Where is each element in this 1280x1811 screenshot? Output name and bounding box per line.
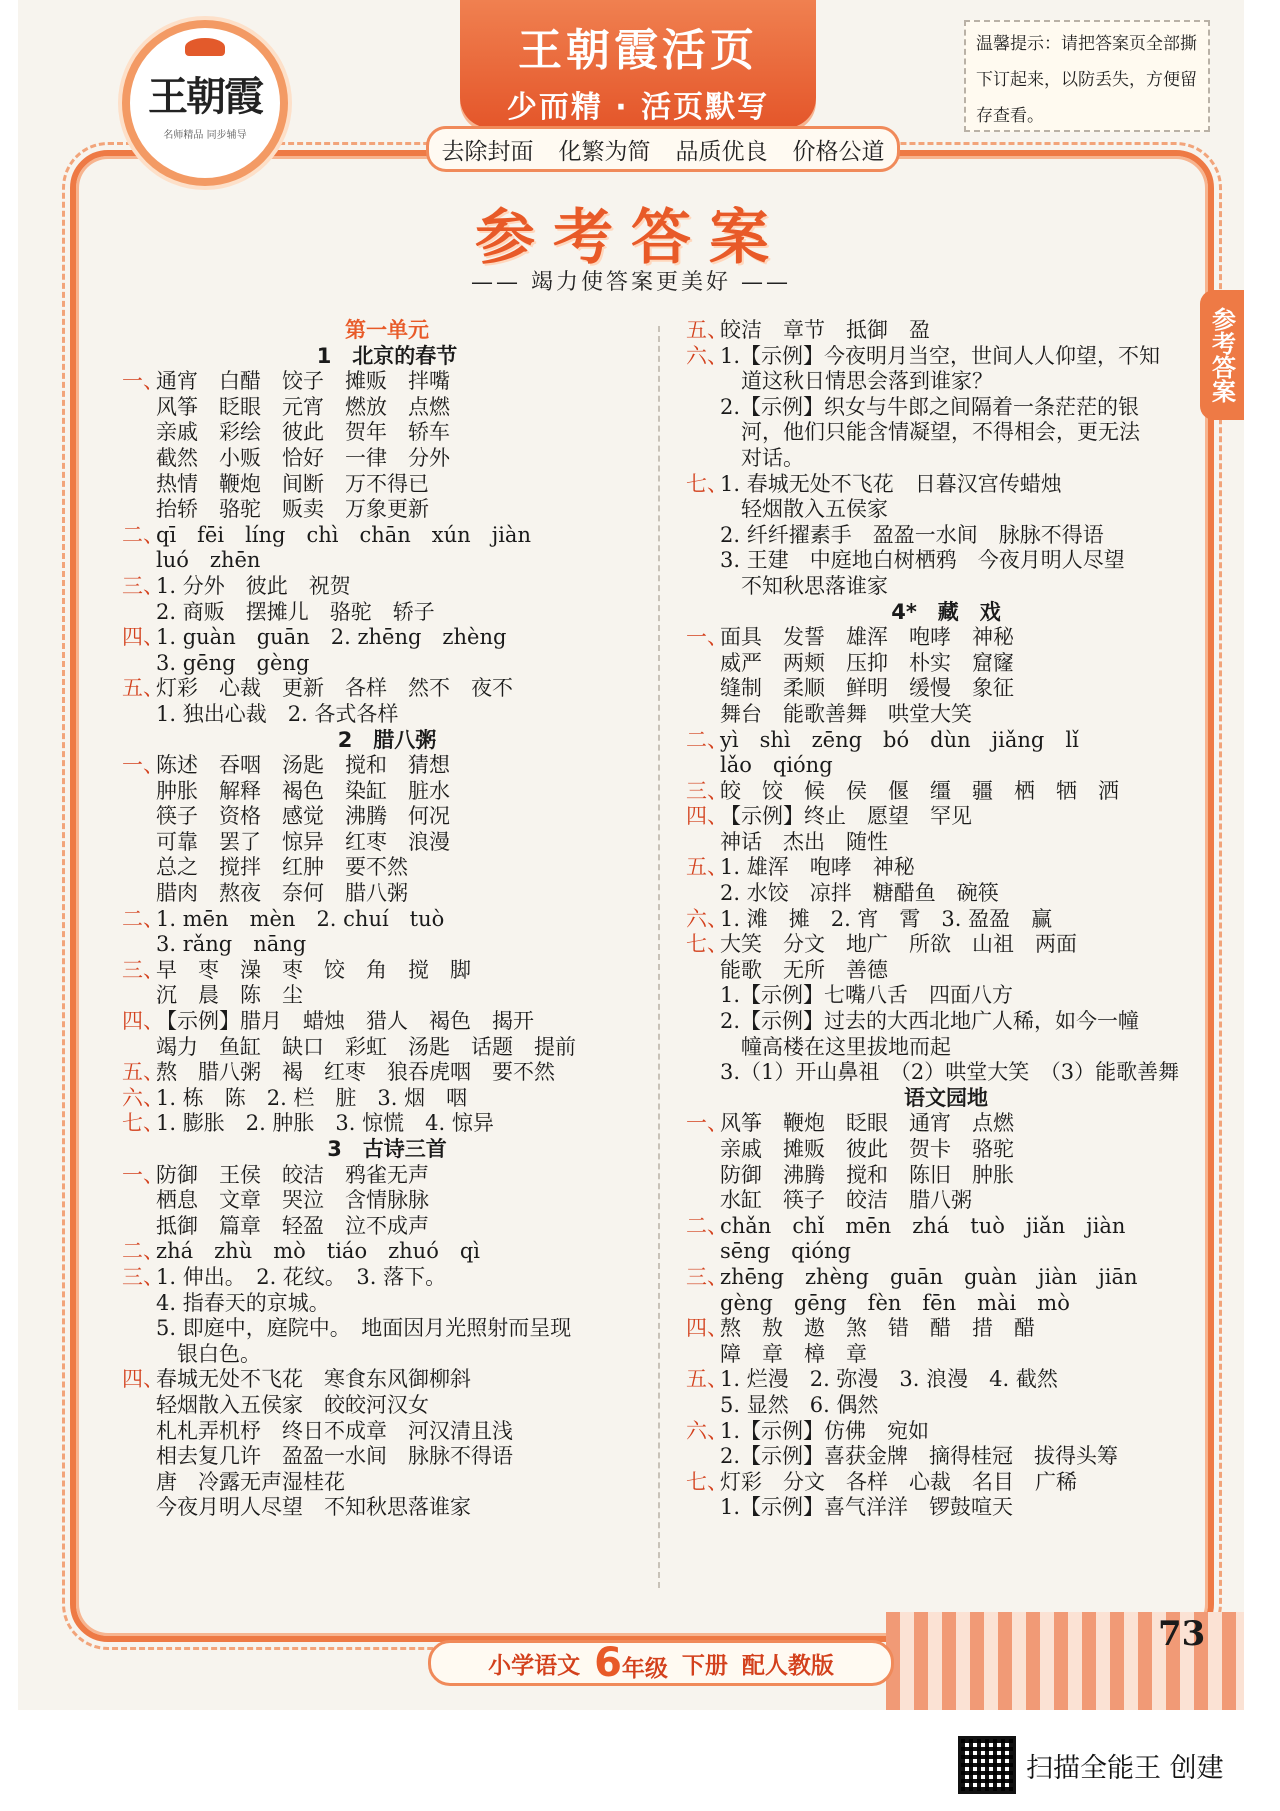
tagline-item: 去除封面	[441, 138, 534, 165]
answer-line	[122, 1035, 652, 1061]
answer-text: 舞台 能歌善舞 哄堂大笑	[720, 701, 972, 726]
answer-line	[122, 1060, 652, 1086]
answer-text: zhēng zhèng guān guàn jiàn jiān	[720, 1264, 1138, 1289]
answer-line	[686, 344, 1206, 370]
question-number: 三、	[122, 957, 164, 982]
side-tab: 参考答案	[1200, 290, 1244, 420]
answer-line	[122, 1009, 652, 1035]
answer-line	[686, 1188, 1206, 1214]
answer-text: 春城无处不飞花 寒食东风御柳斜	[156, 1367, 471, 1392]
question-number: 四、	[122, 625, 164, 650]
question-number: 三、	[122, 1264, 164, 1289]
question-number: 一、	[122, 753, 164, 778]
answer-line	[122, 1495, 652, 1521]
answer-line	[686, 855, 1206, 881]
answer-text: 缝制 柔顺 鲜明 缓慢 象征	[720, 676, 1014, 701]
answer-text: 5. 显然 6. 偶然	[720, 1392, 879, 1417]
answer-line	[686, 1342, 1206, 1368]
document-page	[18, 0, 1244, 1710]
tip-box: 温馨提示：请把答案页全部撕下订起来，以防丢失，方便留存查看。	[964, 20, 1210, 132]
answer-text: 2. 商贩 摆摊儿 骆驼 轿子	[156, 599, 435, 624]
question-number: 五、	[686, 855, 728, 880]
answer-line	[122, 1342, 652, 1368]
answer-text: 1. 膨胀 2. 肿胀 3. 惊慌 4. 惊异	[156, 1111, 494, 1136]
answer-text: 总之 搅拌 红肿 要不然	[156, 855, 408, 880]
footer-volume: 下册	[681, 1652, 728, 1679]
answer-text: 1. 烂漫 2. 弥漫 3. 浪漫 4. 截然	[720, 1367, 1058, 1392]
logo-subtext: 名师精品 同步辅导	[163, 130, 247, 141]
answer-line	[686, 932, 1206, 958]
question-number: 四、	[122, 1367, 164, 1392]
answer-line	[122, 1265, 652, 1291]
answer-line	[122, 420, 652, 446]
answer-text: 1. 滩 摊 2. 宵 霄 3. 盈盈 赢	[720, 906, 1053, 931]
question-number: 二、	[686, 1213, 728, 1238]
answer-text: 竭力 鱼缸 缺口 彩虹 汤匙 话题 提前	[156, 1034, 576, 1059]
answer-text: 4. 指春天的京城。	[156, 1290, 330, 1315]
answer-line	[686, 395, 1206, 421]
question-number: 三、	[686, 778, 728, 803]
answer-line	[686, 523, 1206, 549]
answer-text: 1. 独出心裁 2. 各式各样	[156, 701, 399, 726]
answer-text: 2.【示例】喜获金牌 摘得桂冠 拔得头筹	[720, 1444, 1119, 1469]
answer-text: 熬 敖 遨 煞 错 醋 措 醋	[720, 1316, 1035, 1341]
answer-line	[122, 753, 652, 779]
question-number: 二、	[122, 906, 164, 931]
logo-name: 王朝霞	[148, 73, 262, 120]
scanner-text: 扫描全能王 创建	[1026, 1752, 1224, 1784]
question-number: 一、	[122, 369, 164, 394]
answer-text: 3. 王建 中庭地白树栖鸦 今夜月明人尽望	[720, 548, 1125, 573]
question-number: 三、	[122, 573, 164, 598]
page-number: 73	[1158, 1614, 1206, 1654]
answer-text: 大笑 分文 地广 所欲 山祖 两面	[720, 932, 1077, 957]
answer-text: 对话。	[720, 445, 804, 470]
answer-line	[122, 676, 652, 702]
answer-line	[122, 1419, 652, 1445]
answer-text: luó zhēn	[156, 548, 261, 573]
answer-line	[686, 420, 1206, 446]
footer-grade-number: 6	[594, 1640, 622, 1686]
answer-text: chǎn chǐ mēn zhá tuò jiǎn jiàn	[720, 1213, 1126, 1238]
answer-line	[122, 625, 652, 651]
question-number: 七、	[686, 471, 728, 496]
answer-text: 灯彩 心裁 更新 各样 然不 夜不	[156, 676, 513, 701]
answer-text: 陈述 吞咽 汤匙 搅和 猜想	[156, 753, 450, 778]
answer-line	[686, 1419, 1206, 1445]
answer-line	[122, 600, 652, 626]
answer-line	[122, 1188, 652, 1214]
answer-line	[686, 779, 1206, 805]
answer-line	[122, 855, 652, 881]
answer-line	[122, 1367, 652, 1393]
answer-line	[686, 574, 1206, 600]
answer-line	[122, 1470, 652, 1496]
banner-subtitle: 少而精 · 活页默写	[506, 90, 770, 125]
answer-line	[686, 1239, 1206, 1265]
answer-line	[686, 1316, 1206, 1342]
answer-text: 札札弄机杼 终日不成章 河汉清且浅	[156, 1418, 513, 1443]
question-number: 五、	[122, 676, 164, 701]
answer-text: 道这秋日情思会落到谁家？	[720, 369, 993, 394]
answer-text: 皎洁 章节 抵御 盈	[720, 318, 930, 342]
question-number: 一、	[122, 1162, 164, 1187]
answer-text: 肿胀 解释 褐色 染缸 脏水	[156, 778, 450, 803]
question-number: 五、	[122, 1060, 164, 1085]
answer-text: 亲戚 彩绘 彼此 贺年 轿车	[156, 420, 450, 445]
question-number: 六、	[686, 906, 728, 931]
answer-line	[122, 472, 652, 498]
answer-line	[686, 472, 1206, 498]
answer-text: 1. 春城无处不飞花 日暮汉宫传蜡烛	[720, 471, 1062, 496]
question-number: 七、	[686, 1469, 728, 1494]
answer-line	[122, 1239, 652, 1265]
qr-code-icon	[958, 1736, 1016, 1794]
banner-title: 王朝霞活页	[518, 25, 758, 76]
page-subtitle: —— 竭力使答案更美好 ——	[471, 270, 791, 295]
answer-line	[686, 881, 1206, 907]
answer-line	[122, 446, 652, 472]
answer-text: 抬轿 骆驼 贩卖 万象更新	[156, 497, 429, 522]
answer-line	[122, 497, 652, 523]
lesson-heading: 3 古诗三首	[327, 1137, 447, 1161]
answer-text: 威严 两颊 压抑 朴实 窟窿	[720, 650, 1014, 675]
right-column	[686, 318, 1206, 1521]
answer-line	[686, 907, 1206, 933]
answer-line	[686, 1367, 1206, 1393]
answer-line	[686, 1163, 1206, 1189]
answer-line	[686, 651, 1206, 677]
answer-line	[122, 1163, 652, 1189]
tagline-item: 价格公道	[792, 138, 885, 165]
answer-text: 亲戚 摊贩 彼此 贺卡 骆驼	[720, 1137, 1014, 1161]
answer-text: 1. 分外 彼此 祝贺	[156, 573, 351, 598]
question-number: 一、	[686, 625, 728, 650]
answer-text: 2.【示例】过去的大西北地广人稀，如今一幢	[720, 1009, 1140, 1034]
answer-text: 障 章 樟 章	[720, 1341, 867, 1366]
answer-line	[686, 1111, 1206, 1137]
answer-text: 2.【示例】织女与牛郎之间隔着一条茫茫的银	[720, 394, 1140, 419]
answer-line	[686, 728, 1206, 754]
left-column	[122, 318, 652, 1521]
question-number: 六、	[686, 343, 728, 368]
question-number: 五、	[686, 1367, 728, 1392]
answer-text: 2. 纤纤擢素手 盈盈一水间 脉脉不得语	[720, 522, 1104, 547]
answer-text: 水缸 筷子 皎洁 腊八粥	[720, 1188, 972, 1213]
answer-text: 2. 水饺 凉拌 糖醋鱼 碗筷	[720, 881, 999, 906]
answer-text: 截然 小贩 恰好 一律 分外	[156, 445, 450, 470]
answer-text: 【示例】终止 愿望 罕见	[720, 804, 972, 829]
answer-line	[122, 958, 652, 984]
answer-text: 1.【示例】喜气洋洋 锣鼓喧天	[720, 1495, 1014, 1520]
question-number: 四、	[122, 1009, 164, 1034]
answer-line	[686, 753, 1206, 779]
answer-text: 轻烟散入五侯家	[720, 497, 888, 522]
crown-icon	[185, 38, 225, 56]
answer-line	[122, 983, 652, 1009]
answer-line	[686, 676, 1206, 702]
page-title: 参考答案	[475, 203, 787, 273]
answer-line	[122, 1291, 652, 1317]
answer-text: lǎo qióng	[720, 753, 833, 778]
answer-text: 1. 栋 陈 2. 栏 脏 3. 烟 咽	[156, 1085, 468, 1110]
answer-text: 1.【示例】今夜明月当空，世间人人仰望，不知	[720, 343, 1161, 368]
answer-text: qī fēi líng chì chān xún jiàn	[156, 522, 531, 547]
answer-text: 1. mēn mèn 2. chuí tuò	[156, 906, 445, 931]
question-number: 四、	[686, 1316, 728, 1341]
tagline-bar	[426, 126, 900, 172]
answer-text: 1.【示例】仿佛 宛如	[720, 1418, 930, 1443]
answer-text: 【示例】腊月 蜡烛 猎人 褐色 揭开	[156, 1009, 534, 1034]
answer-text: 通宵 白醋 饺子 摊贩 拌嘴	[156, 369, 450, 394]
answer-line	[686, 1137, 1206, 1163]
answer-line	[122, 1111, 652, 1137]
answer-line	[122, 881, 652, 907]
answer-text: 腊肉 熬夜 奈何 腊八粥	[156, 881, 408, 906]
answer-text: 幢高楼在这里拔地而起	[720, 1034, 951, 1059]
answer-text: 河，他们只能含情凝望，不得相会，更无法	[720, 420, 1140, 445]
publisher-logo	[122, 20, 288, 186]
scanner-watermark	[958, 1736, 1224, 1794]
question-number: 五、	[686, 318, 728, 342]
answer-text: 熬 腊八粥 褐 红枣 狼吞虎咽 要不然	[156, 1060, 555, 1085]
column-divider	[658, 326, 660, 1588]
answer-line	[122, 395, 652, 421]
footer-grade-word: 年级	[621, 1656, 668, 1682]
answer-line	[122, 907, 652, 933]
footer-subject: 小学语文	[488, 1652, 581, 1679]
answer-line	[686, 1393, 1206, 1419]
answer-text: 5. 即庭中，庭院中。 地面因月光照射而呈现	[156, 1316, 572, 1341]
answer-line	[686, 548, 1206, 574]
answer-line	[122, 651, 652, 677]
answer-line	[686, 1009, 1206, 1035]
footer-bar	[428, 1640, 894, 1686]
answer-line	[686, 369, 1206, 395]
tagline-item: 品质优良	[675, 138, 768, 165]
question-number: 四、	[686, 804, 728, 829]
answer-text: 唐 冷露无声湿桂花	[156, 1469, 345, 1494]
answer-line	[122, 702, 652, 728]
answer-line	[686, 1214, 1206, 1240]
lesson-heading: 4* 藏 戏	[891, 599, 1001, 624]
question-number: 二、	[122, 1239, 164, 1264]
answer-text: 今夜月明人尽望 不知秋思落谁家	[156, 1495, 471, 1520]
answer-line	[686, 446, 1206, 472]
answer-text: 1. guàn guān 2. zhēng zhèng	[156, 625, 507, 650]
answer-line	[686, 1495, 1206, 1521]
answer-text: 1. 伸出。 2. 花纹。 3. 落下。	[156, 1264, 447, 1289]
footer-edition: 配人教版	[741, 1652, 834, 1679]
answer-text: 沉 晨 陈 尘	[156, 983, 303, 1008]
answer-text: 防御 沸腾 搅和 陈旧 肿胀	[720, 1162, 1014, 1187]
question-number: 三、	[686, 1264, 728, 1289]
answer-text: 栖息 文章 哭泣 含情脉脉	[156, 1188, 429, 1213]
answer-line	[686, 702, 1206, 728]
answer-text: 筷子 资格 感觉 沸腾 何况	[156, 804, 450, 829]
answer-line	[686, 830, 1206, 856]
lesson-heading: 语文园地	[904, 1085, 988, 1110]
answer-line	[686, 497, 1206, 523]
answer-line	[686, 1060, 1206, 1086]
answer-text: 神话 杰出 随性	[720, 829, 888, 854]
answer-text: 风筝 鞭炮 眨眼 通宵 点燃	[720, 1111, 1014, 1136]
answer-text: 1. 雄浑 咆哮 神秘	[720, 855, 915, 880]
answer-line	[686, 1291, 1206, 1317]
answer-text: 皎 饺 候 侯 偃 缰 疆 栖 牺 洒	[720, 778, 1119, 803]
answer-line	[122, 369, 652, 395]
question-number: 二、	[122, 522, 164, 547]
question-number: 二、	[686, 727, 728, 752]
answer-text: gèng gēng fèn fēn mài mò	[720, 1290, 1070, 1315]
answer-line	[686, 1444, 1206, 1470]
answer-line	[122, 1086, 652, 1112]
answer-text: 可靠 罢了 惊异 红枣 浪漫	[156, 829, 450, 854]
answer-line	[686, 958, 1206, 984]
answer-text: 防御 王侯 皎洁 鸦雀无声	[156, 1162, 429, 1187]
question-number: 六、	[686, 1418, 728, 1443]
question-number: 一、	[686, 1111, 728, 1136]
answer-text: 3.（1）开山鼻祖 （2）哄堂大笑 （3）能歌善舞	[720, 1060, 1180, 1085]
tagline-item: 化繁为简	[558, 138, 651, 165]
answer-text: 相去复几许 盈盈一水间 脉脉不得语	[156, 1444, 513, 1469]
answer-line	[122, 523, 652, 549]
answer-line	[686, 625, 1206, 651]
answer-line	[686, 1265, 1206, 1291]
answer-line	[122, 1393, 652, 1419]
answer-line	[122, 804, 652, 830]
unit-heading: 第一单元	[345, 318, 429, 342]
answer-line	[122, 1444, 652, 1470]
answer-text: 1.【示例】七嘴八舌 四面八方	[720, 983, 1014, 1008]
answer-text: 能歌 无所 善德	[720, 957, 888, 982]
answer-line	[686, 1470, 1206, 1496]
answer-line	[122, 830, 652, 856]
answer-text: 早 枣 澡 枣 饺 角 搅 脚	[156, 957, 471, 982]
answer-text: 不知秋思落谁家	[720, 573, 888, 598]
question-number: 七、	[122, 1111, 164, 1136]
lesson-heading: 1 北京的春节	[316, 343, 458, 368]
answer-text: 银白色。	[156, 1341, 261, 1366]
answer-line	[122, 548, 652, 574]
lesson-heading: 2 腊八粥	[337, 727, 437, 752]
answer-line	[686, 1035, 1206, 1061]
answer-line	[122, 779, 652, 805]
answer-line	[686, 983, 1206, 1009]
answer-text: 轻烟散入五侯家 皎皎河汉女	[156, 1392, 429, 1417]
answer-line	[122, 574, 652, 600]
answer-text: 3. rǎng nāng	[156, 932, 307, 957]
header-banner	[460, 0, 816, 128]
answer-text: 热情 鞭炮 间断 万不得已	[156, 471, 429, 496]
answer-line	[122, 1316, 652, 1342]
answer-line	[122, 1214, 652, 1240]
question-number: 七、	[686, 932, 728, 957]
answer-line	[686, 804, 1206, 830]
answer-line	[122, 932, 652, 958]
answer-line	[686, 318, 1206, 344]
answer-text: 3. gēng gèng	[156, 650, 310, 675]
answer-text: 抵御 篇章 轻盈 泣不成声	[156, 1213, 429, 1238]
answer-text: 面具 发誓 雄浑 咆哮 神秘	[720, 625, 1014, 650]
answer-text: sēng qióng	[720, 1239, 851, 1264]
answer-text: yì shì zēng bó dùn jiǎng lǐ	[720, 727, 1079, 752]
answer-text: zhá zhù mò tiáo zhuó qì	[156, 1239, 481, 1264]
answer-text: 风筝 眨眼 元宵 燃放 点燃	[156, 394, 450, 419]
answer-text: 灯彩 分文 各样 心裁 名目 广稀	[720, 1469, 1077, 1494]
question-number: 六、	[122, 1085, 164, 1110]
